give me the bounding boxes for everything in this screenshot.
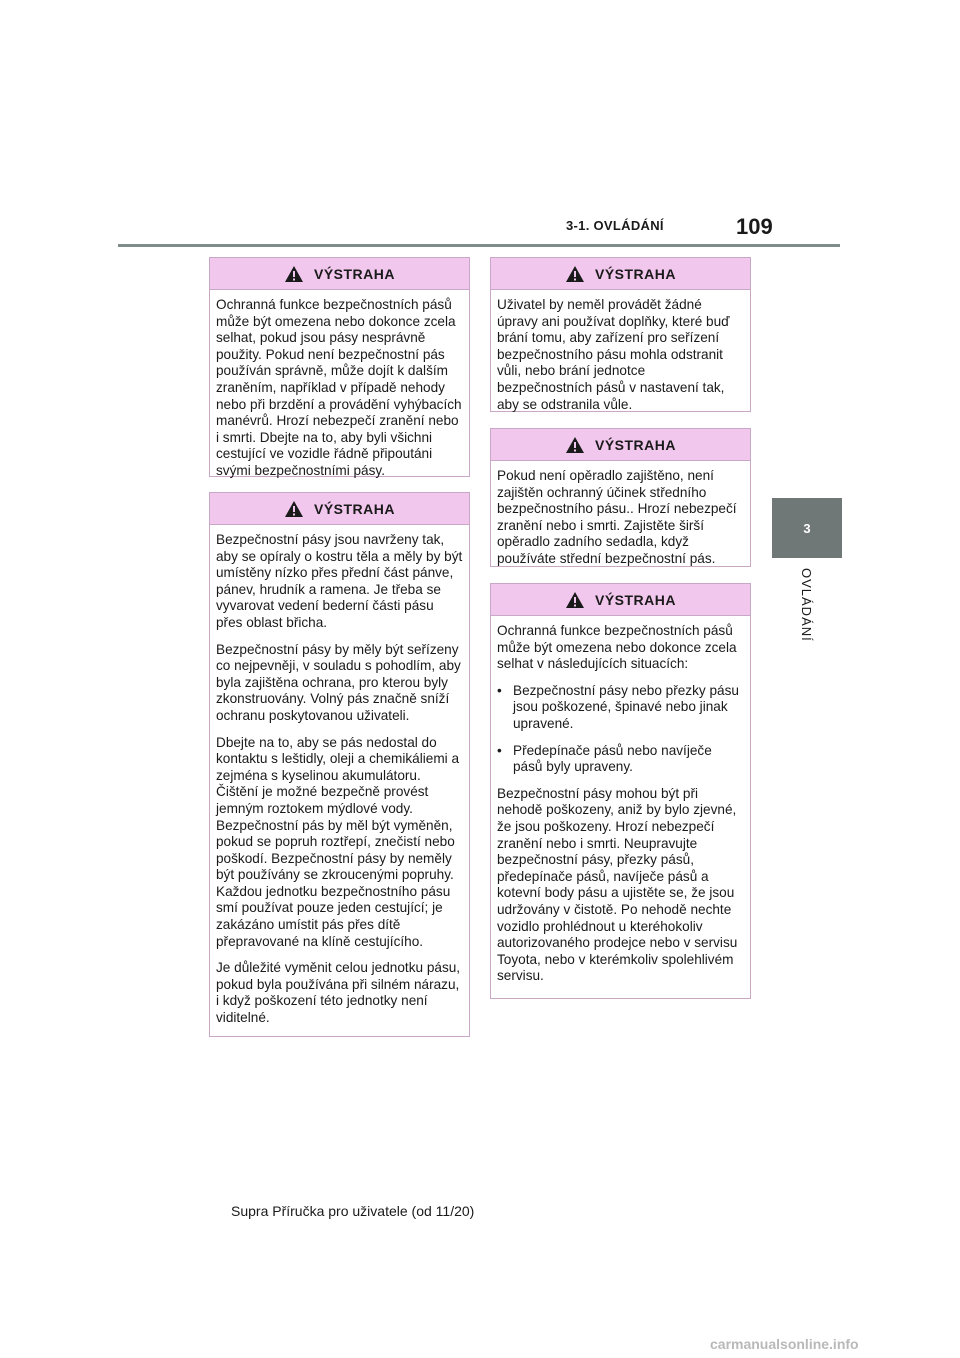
warning-paragraph: Bezpečnostní pásy mohou být při nehodě poškozeny, aniž by bylo zjevné, že jsou poškozeny. Hrozí nebezpečí zranění nebo i smrti. Neupravujte bezpečnostní pásy, přezky pásů, předepínače pásů, navíječe pásů a kotevní body pásu a ujistěte se, že jsou udržovány v čistotě. Po nehodě nechte vozidlo prohlédnout u kteréhokoliv autorizovaného prodejce nebo v servisu Toyota, nebo v kterémkoliv spolehlivém servisu.	[497, 785, 738, 984]
chapter-label: OVLÁDÁNÍ	[799, 568, 814, 642]
warning-paragraph: Bezpečnostní pásy jsou navrženy tak, aby se opíraly o kostru těla a měly by být umístěny nízko přes přední část pánve, pánev, hrudník a ramena. Je třeba se vyvarovat vedení bederní části pásu přes oblast břicha.	[216, 532, 463, 630]
warning-box-5	[490, 583, 751, 999]
warning-body	[491, 461, 750, 576]
warning-paragraph: Dbejte na to, aby se pás nedostal do kontaktu s leštidly, oleji a chemikáliemi a zejména s kyselinou akumulátoru. Čištění je možné bezpečně provést jemným roztokem mýdlové vody. Bezpečnostní pás by měl být vyměněn, pokud se popruh roztřepí, znečistí nebo poškodí. Bezpečnostní pásy by neměly být používány se zkroucenými popruhy. Každou jednotku bezpečnostního pásu smí používat pouze jeden cestující; je zakázáno umístit pás přes dítě přepravované na klíně cestujícího.	[216, 734, 460, 949]
warning-triangle-icon	[284, 500, 304, 518]
watermark: carmanualsonline.info	[710, 1336, 859, 1352]
bullet-item	[497, 743, 744, 776]
warning-paragraph: Ochranná funkce bezpečnostních pásů může být omezena nebo dokonce zcela selhat v následujících situacích:	[497, 623, 737, 672]
warning-triangle-icon	[565, 436, 585, 454]
warning-body	[210, 525, 469, 1035]
warning-triangle-icon	[284, 265, 304, 283]
warning-header	[210, 493, 469, 525]
warning-paragraph: Je důležité vyměnit celou jednotku pásu, pokud byla používána při silném nárazu, i když poškození této jednotky není viditelné.	[216, 960, 461, 1026]
warning-box-2	[209, 492, 470, 1037]
bullet-text: Bezpečnostní pásy nebo přezky pásu jsou poškozené, špinavé nebo jinak upravené.	[513, 682, 739, 731]
warning-title: VÝSTRAHA	[594, 436, 676, 453]
bullet-item	[497, 683, 744, 733]
warning-box-3	[490, 257, 751, 412]
warning-box-1	[209, 257, 470, 477]
warning-triangle-icon	[565, 591, 585, 609]
warning-title: VÝSTRAHA	[313, 265, 395, 282]
warning-paragraph: Uživatel by neměl provádět žádné úpravy ani používat doplňky, které buď brání tomu, aby zařízení pro seřízení bezpečnostního pásu mohla odstranit vůli, nebo brání jednotce bezpečnostních pásů v nastavení tak, aby se odstranila vůle.	[497, 297, 730, 412]
chapter-tab	[772, 498, 842, 558]
warning-body	[491, 616, 750, 993]
section-title: 3-1. OVLÁDÁNÍ	[566, 218, 664, 233]
warning-body	[491, 290, 750, 421]
warning-paragraph: Ochranná funkce bezpečnostních pásů může být omezena nebo dokonce zcela selhat, pokud jsou pásy nesprávně použity. Pokud není bezpečnostní pás používán správně, může dojít k dalším zraněním, například v případě nehody nebo při brzdění a provádění vyhýbacích manévrů. Hrozí nebezpečí zranění nebo i smrti. Dbejte na to, aby byli všichni cestující ve vozidle řádně připoutáni svými bezpečnostními pásy.	[216, 297, 462, 478]
bullet-mark: •	[497, 742, 502, 758]
footer-text: Supra Příručka pro uživatele (od 11/20)	[231, 1203, 475, 1219]
warning-header	[491, 584, 750, 616]
bullet-text: Předepínače pásů nebo navíječe pásů byly upraveny.	[513, 742, 712, 775]
warning-title: VÝSTRAHA	[594, 265, 676, 282]
bullet-mark: •	[497, 682, 502, 698]
warning-triangle-icon	[565, 265, 585, 283]
warning-body	[210, 290, 469, 488]
warning-paragraph: Pokud není opěradlo zajištěno, není zajištěn ochranný účinek středního bezpečnostního pásu.. Hrozí nebezpečí zranění nebo i smrti. Zajistěte širší opěradlo zadního sedadla, když používáte střední bezpečnostní pás.	[497, 468, 737, 566]
warning-header	[491, 429, 750, 461]
warning-title: VÝSTRAHA	[313, 500, 395, 517]
warning-header	[491, 258, 750, 290]
warning-paragraph: Bezpečnostní pásy by měly být seřízeny co nejpevněji, v souladu s pohodlím, aby byla zajištěna ochrana, pro kterou byly zkonstruovány. Volný pás značně sníží ochranu poskytovanou uživateli.	[216, 641, 461, 723]
header-rule	[118, 244, 840, 247]
warning-header	[210, 258, 469, 290]
chapter-number: 3	[803, 520, 811, 536]
page-number: 109	[736, 214, 773, 239]
warning-title: VÝSTRAHA	[594, 591, 676, 608]
warning-box-4	[490, 428, 751, 567]
